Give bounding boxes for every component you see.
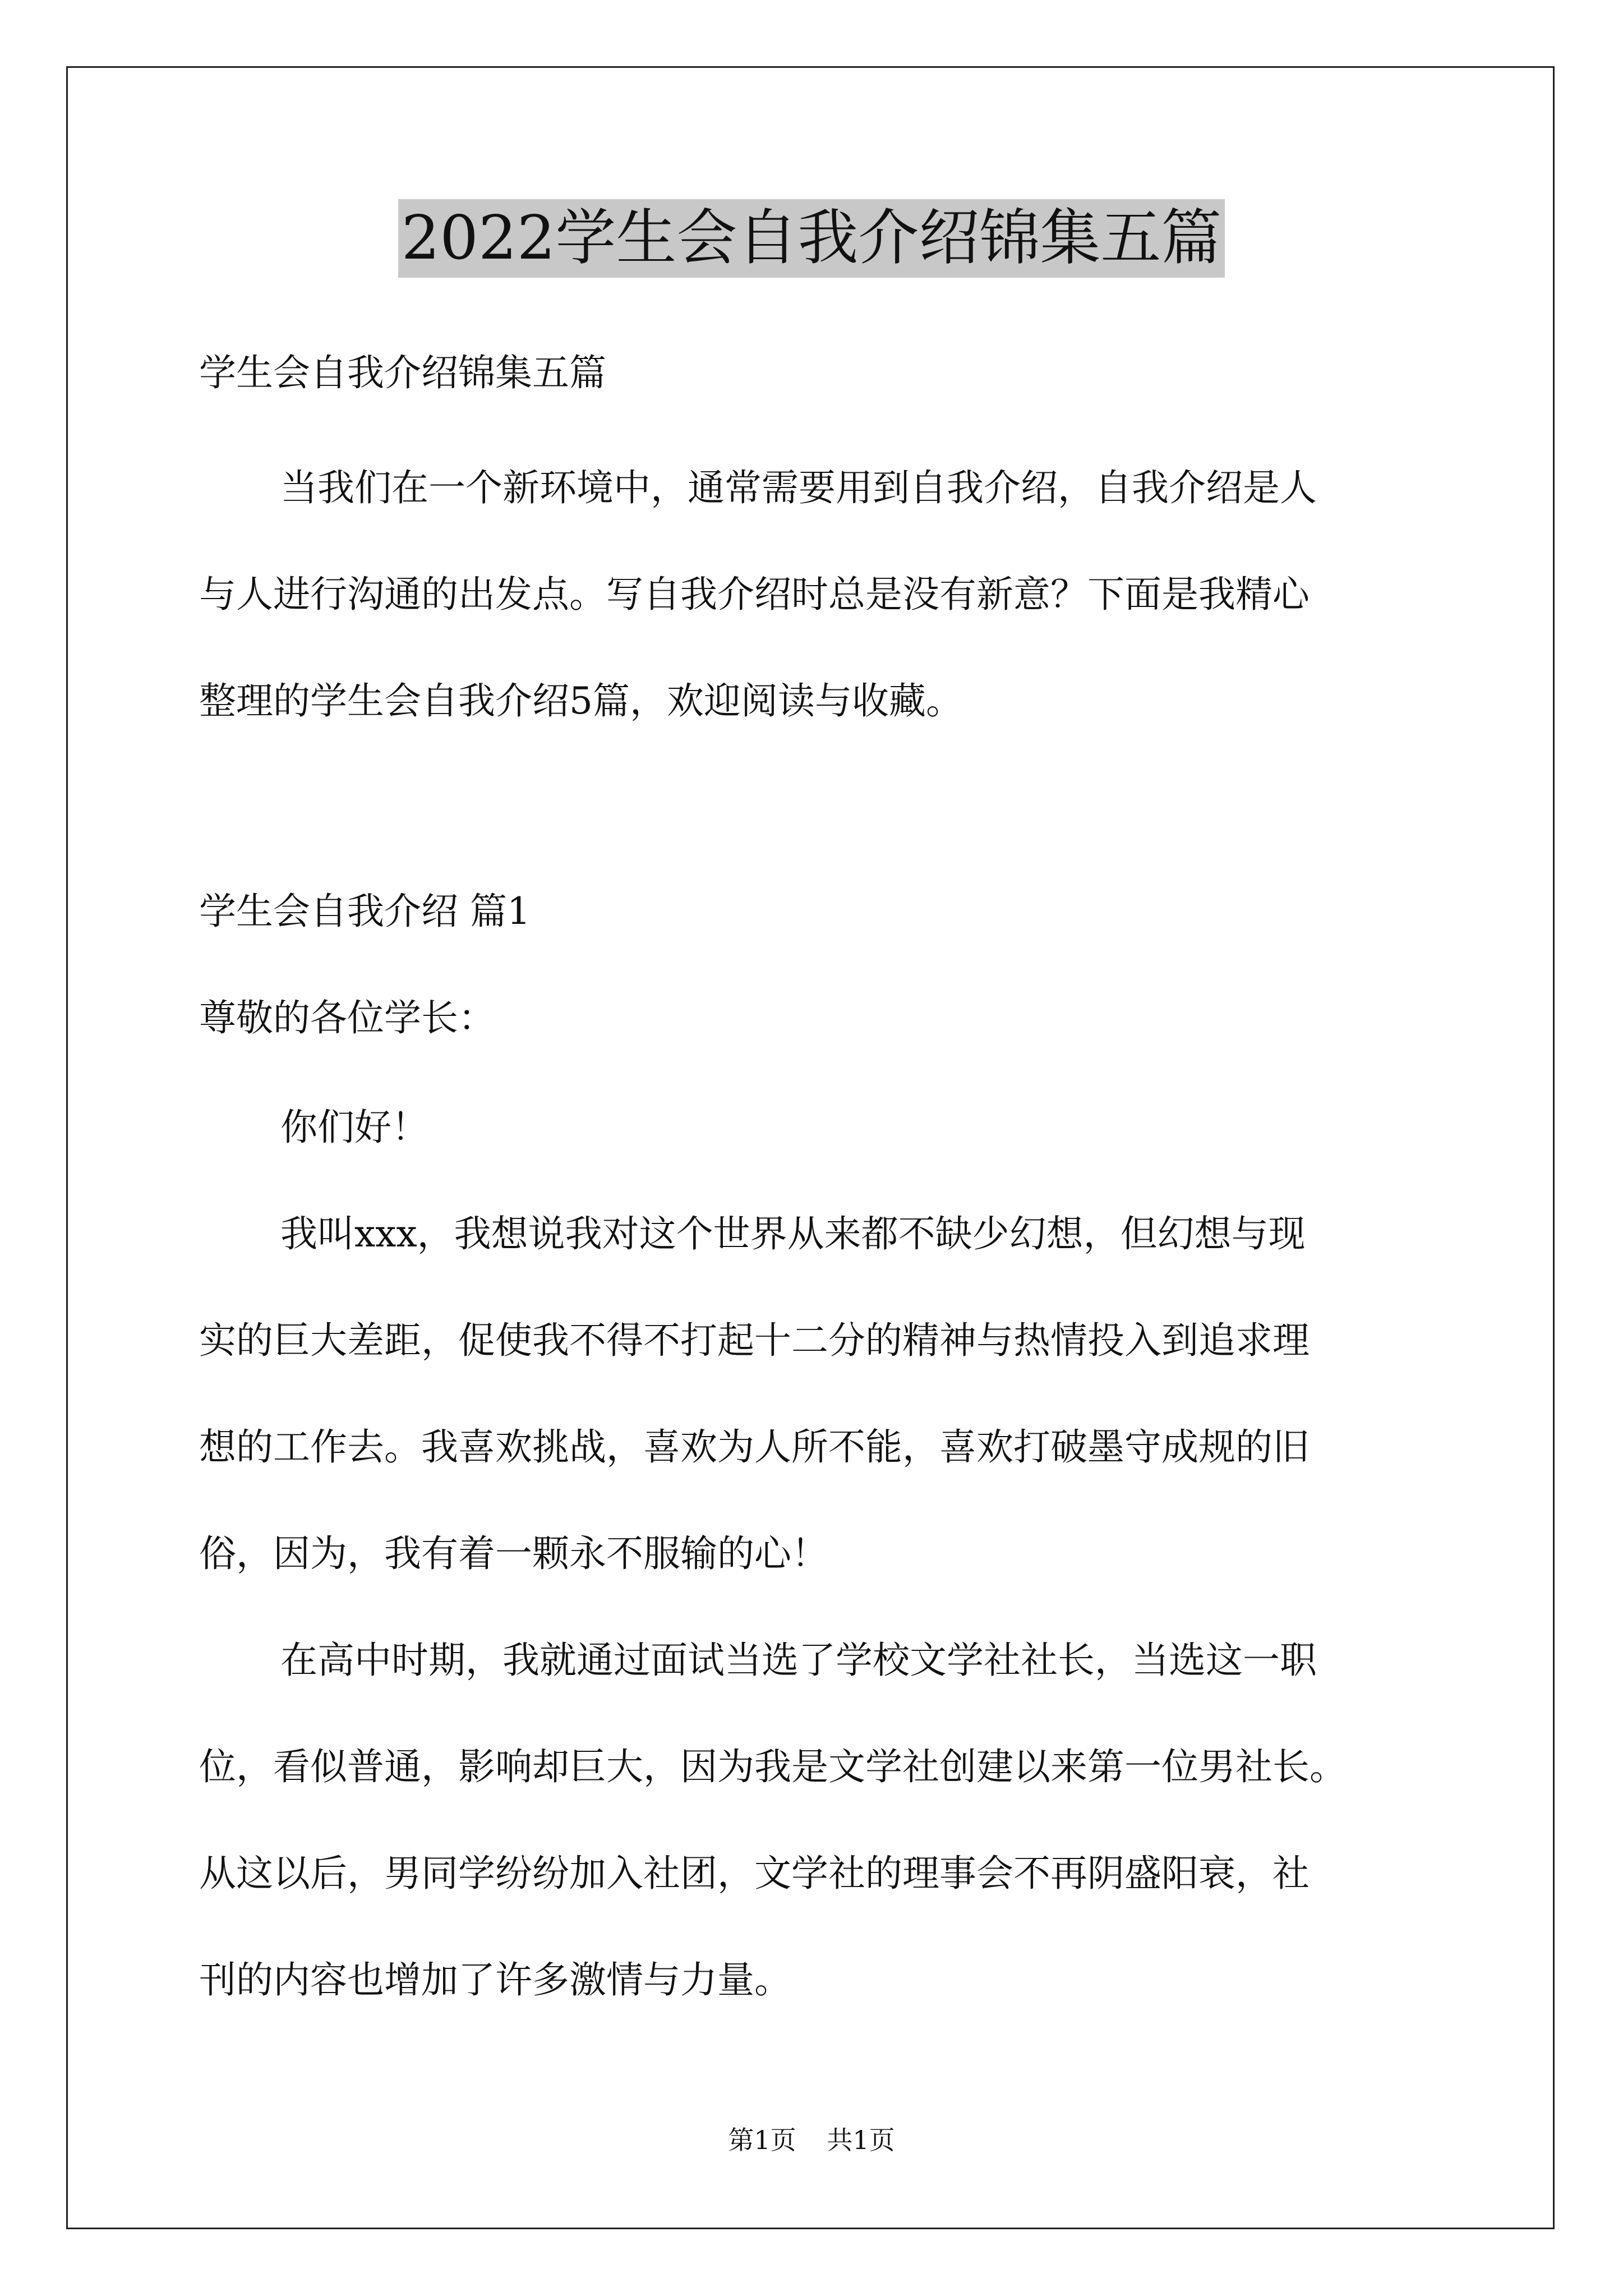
- paragraph-line: 当我们在一个新环境中，通常需要用到自我介绍，自我介绍是人: [280, 466, 1317, 509]
- section-heading: 学生会自我介绍 篇1: [199, 890, 531, 933]
- greeting-line: 你们好！: [280, 1106, 428, 1149]
- page-number-label: 第1页: [728, 2125, 796, 2155]
- paragraph-line: 实的巨大差距，促使我不得不打起十二分的精神与热情投入到追求理: [199, 1319, 1310, 1362]
- paragraph-line: 俗，因为，我有着一颗永不服输的心！: [199, 1532, 828, 1575]
- page-total-label: 共1页: [827, 2125, 895, 2155]
- paragraph-line: 在高中时期，我就通过面试当选了学校文学社社长，当选这一职: [280, 1639, 1317, 1682]
- page-footer: [0, 2123, 1623, 2157]
- salutation-line: 尊敬的各位学长：: [199, 996, 495, 1039]
- paragraph-line: 整理的学生会自我介绍5篇，欢迎阅读与收藏。: [199, 679, 963, 723]
- title-container: [0, 199, 1623, 278]
- document-title: 2022学生会自我介绍锦集五篇: [398, 199, 1225, 278]
- paragraph-line: 与人进行沟通的出发点。写自我介绍时总是没有新意？下面是我精心: [199, 573, 1310, 616]
- subtitle-line: 学生会自我介绍锦集五篇: [199, 351, 606, 394]
- paragraph-line: 刊的内容也增加了许多激情与力量。: [199, 1958, 791, 2001]
- paragraph-line: 从这以后，男同学纷纷加入社团，文学社的理事会不再阴盛阳衰，社: [199, 1852, 1310, 1895]
- paragraph-line: 我叫xxx，我想说我对这个世界从来都不缺少幻想，但幻想与现: [280, 1212, 1306, 1255]
- paragraph-line: 位，看似普通，影响却巨大，因为我是文学社创建以来第一位男社长。: [199, 1745, 1347, 1788]
- paragraph-line: 想的工作去。我喜欢挑战，喜欢为人所不能，喜欢打破墨守成规的旧: [199, 1425, 1310, 1469]
